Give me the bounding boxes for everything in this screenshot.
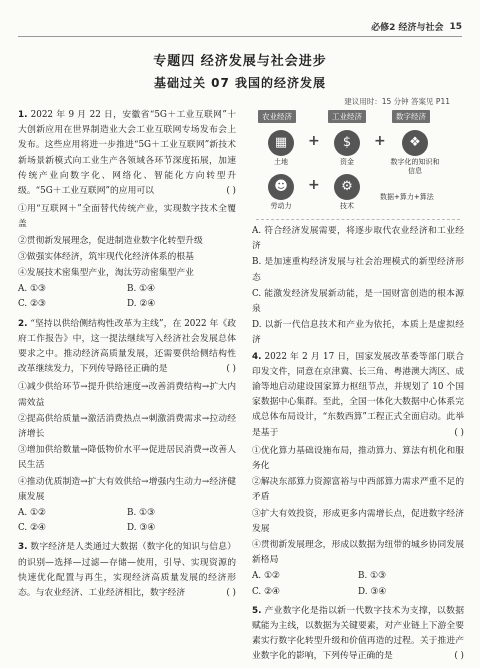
option-a[interactable]: A. ①② — [18, 508, 46, 519]
statement-item: ①减少供给环节→提升供给速度→改善消费结构→扩大内需效益 — [18, 382, 236, 408]
page-number: 15 — [449, 21, 462, 32]
option-d[interactable]: D. ②④ — [127, 299, 156, 310]
q3-options — [252, 224, 464, 349]
option-c[interactable]: C. ②③ — [18, 299, 46, 310]
answer-blank[interactable]: ( ) — [226, 364, 236, 375]
statement-item: ①用“互联网＋”全面替代传统产业，实现数字技术全覆盖 — [18, 204, 236, 230]
option-c[interactable]: C. 能激发经济发展新动能，是一国财富创造的根本源泉 — [252, 288, 464, 315]
statement-item: ③增加供给数量→降低物价水平→促进居民消费→改善人民生活 — [18, 445, 236, 471]
statement-item: ①优化算力基础设施布局，推动算力、算法有机化和服务化 — [252, 445, 464, 472]
answer-blank[interactable]: ( ) — [454, 651, 464, 662]
statement-item: ③做强实体经济，筑牢现代化经济体系的根基 — [18, 251, 194, 262]
statement-item: ②提高供给质量→激活消费热点→刺激消费需求→拉动经济增长 — [18, 413, 236, 440]
statements — [18, 202, 236, 281]
question-text: 产业数字化是指以新一代数字技术为支撑，以数据赋能为主线，以数据为关键要素，对产业链上下游全要素实行数字化转型升级和价值再造的过程。关于推进产业数字化的影响，下列传导正确的是 — [252, 605, 464, 662]
right-column — [252, 108, 464, 668]
diagram-label: 劳动力 — [270, 202, 292, 210]
question-2 — [18, 317, 236, 378]
left-column — [18, 108, 236, 604]
diagram-label: 技术 — [340, 202, 354, 210]
question-number: 5. — [252, 605, 262, 616]
plus-icon: + — [308, 177, 320, 193]
plus-icon: + — [374, 133, 386, 149]
people-icon: ☻ — [268, 174, 294, 200]
option-c[interactable]: C. ②④ — [18, 523, 46, 534]
page-title: 专题四 经济发展与社会进步 — [153, 54, 327, 69]
question-text: 数字经济是人类通过大数据（数字化的知识与信息）的识别—选择—过滤—存储—使用，引导、实现资源的快速优化配置与再生，实现经济高质量发展的经济形态。与农业经济、工业经济相比，数字经济 — [18, 542, 236, 599]
diagram-label: 数字化的知识和信息 — [390, 158, 440, 175]
economy-diagram — [252, 108, 464, 220]
diagram-label: 土地 — [274, 158, 288, 166]
option-d[interactable]: D. 以新一代信息技术和产业为依托，本质上是虚拟经济 — [252, 320, 464, 346]
statements — [252, 444, 464, 569]
header-section: 必修2 经济与社会 — [371, 23, 444, 33]
option-a[interactable]: A. 符合经济发展需要，将逐步取代农业经济和工业经济 — [252, 226, 464, 252]
page-header — [371, 20, 462, 33]
question-5 — [252, 604, 464, 665]
gear-icon: ⚙ — [334, 174, 360, 200]
question-3 — [18, 540, 236, 601]
answer-options — [18, 506, 236, 536]
question-4 — [252, 350, 464, 441]
statement-item: ②解决东部算力资源富裕与中西部算力需求严重不足的矛盾 — [252, 477, 464, 503]
option-d[interactable]: D. ③④ — [127, 523, 156, 534]
diagram-formula: 数据+算力+算法 — [380, 193, 434, 201]
diagram-label: 资金 — [340, 158, 354, 166]
statement-item: ④推动优质制造→扩大有效供给→增强内生动力→经济健康发展 — [18, 476, 236, 502]
answer-options — [18, 282, 236, 312]
diagram-tag: 工业经济 — [328, 110, 366, 123]
question-number: 4. — [252, 351, 262, 362]
question-number: 2. — [18, 318, 28, 329]
plus-icon: + — [308, 133, 320, 149]
statement-item: ②贯彻新发展理念，促进制造业数字化转型升级 — [18, 235, 203, 246]
statements — [18, 380, 236, 505]
statement-item: ③扩大有效投资，形成更多内需增长点，促进数字经济发展 — [252, 508, 464, 534]
data-icon: ❖ — [402, 130, 428, 156]
option-c[interactable]: C. ②④ — [252, 586, 280, 597]
option-b[interactable]: B. ①④ — [127, 284, 155, 295]
question-text: 2022 年 9 月 22 日，安徽省“5G＋工业互联网”十大创新应用在世界制造业大会工业互联网专场发布会上发布。这些应用将进一步推进“5G＋工业互联网”新技术新场景新模式向工业生产各领域各环节深度拓展，加速传统产业向数字化、网络化、智能化方向转型升级。“5G＋工业互联网”的应用可以 — [18, 110, 237, 197]
option-a[interactable]: A. ①② — [252, 571, 280, 582]
option-b[interactable]: B. ①③ — [127, 508, 155, 519]
answer-blank[interactable]: ( ) — [454, 427, 464, 438]
answer-options — [252, 569, 464, 599]
statement-item: ④发展技术密集型产业，淘汰劳动密集型产业 — [18, 268, 194, 279]
header-divider — [18, 36, 462, 37]
section-subtitle: 基础过关 07 我国的经济发展 — [153, 76, 327, 90]
answer-blank[interactable]: ( ) — [226, 186, 236, 197]
time-meta: 建议用时：15 分钟 答案见 P11 — [344, 97, 450, 106]
statement-item: ④贯彻新发展理念，形成以数据为纽带的城乡协同发展新格局 — [252, 540, 464, 566]
option-a[interactable]: A. ①③ — [18, 284, 46, 295]
farm-icon: ▦ — [268, 130, 294, 156]
option-b[interactable]: B. ①③ — [358, 571, 386, 582]
money-icon: $ — [334, 130, 360, 156]
diagram-divider — [256, 219, 460, 220]
question-number: 3. — [18, 542, 28, 553]
question-text: 2022 年 2 月 17 日，国家发展改革委等部门联合印发文件，同意在京津冀、长三角、粤港澳大湾区、成渝等地启动建设国家算力枢纽节点，并规划了 10 个国家数据中心集群。至此，全国一体化大数据中心体系完成总体布局设计，“东数西算”工程正式全面启动。此举是基于 — [252, 351, 464, 438]
question-1 — [18, 108, 236, 199]
question-number: 1. — [18, 110, 28, 120]
option-b[interactable]: B. 是加速重构经济发展与社会治理模式的新型经济形态 — [252, 257, 464, 283]
diagram-tag: 农业经济 — [258, 110, 296, 123]
answer-blank[interactable]: ( ) — [226, 588, 236, 599]
question-text: “坚持以供给侧结构性改革为主线”，在 2022 年《政府工作报告》中，这一提法继续写入经济社会发展总体要求之中。推动经济高质量发展，还需要供给侧结构性改革继续发力，下列传导路径正确的是 — [18, 318, 236, 375]
diagram-tag: 数字经济 — [392, 110, 430, 123]
option-d[interactable]: D. ③④ — [358, 586, 387, 597]
